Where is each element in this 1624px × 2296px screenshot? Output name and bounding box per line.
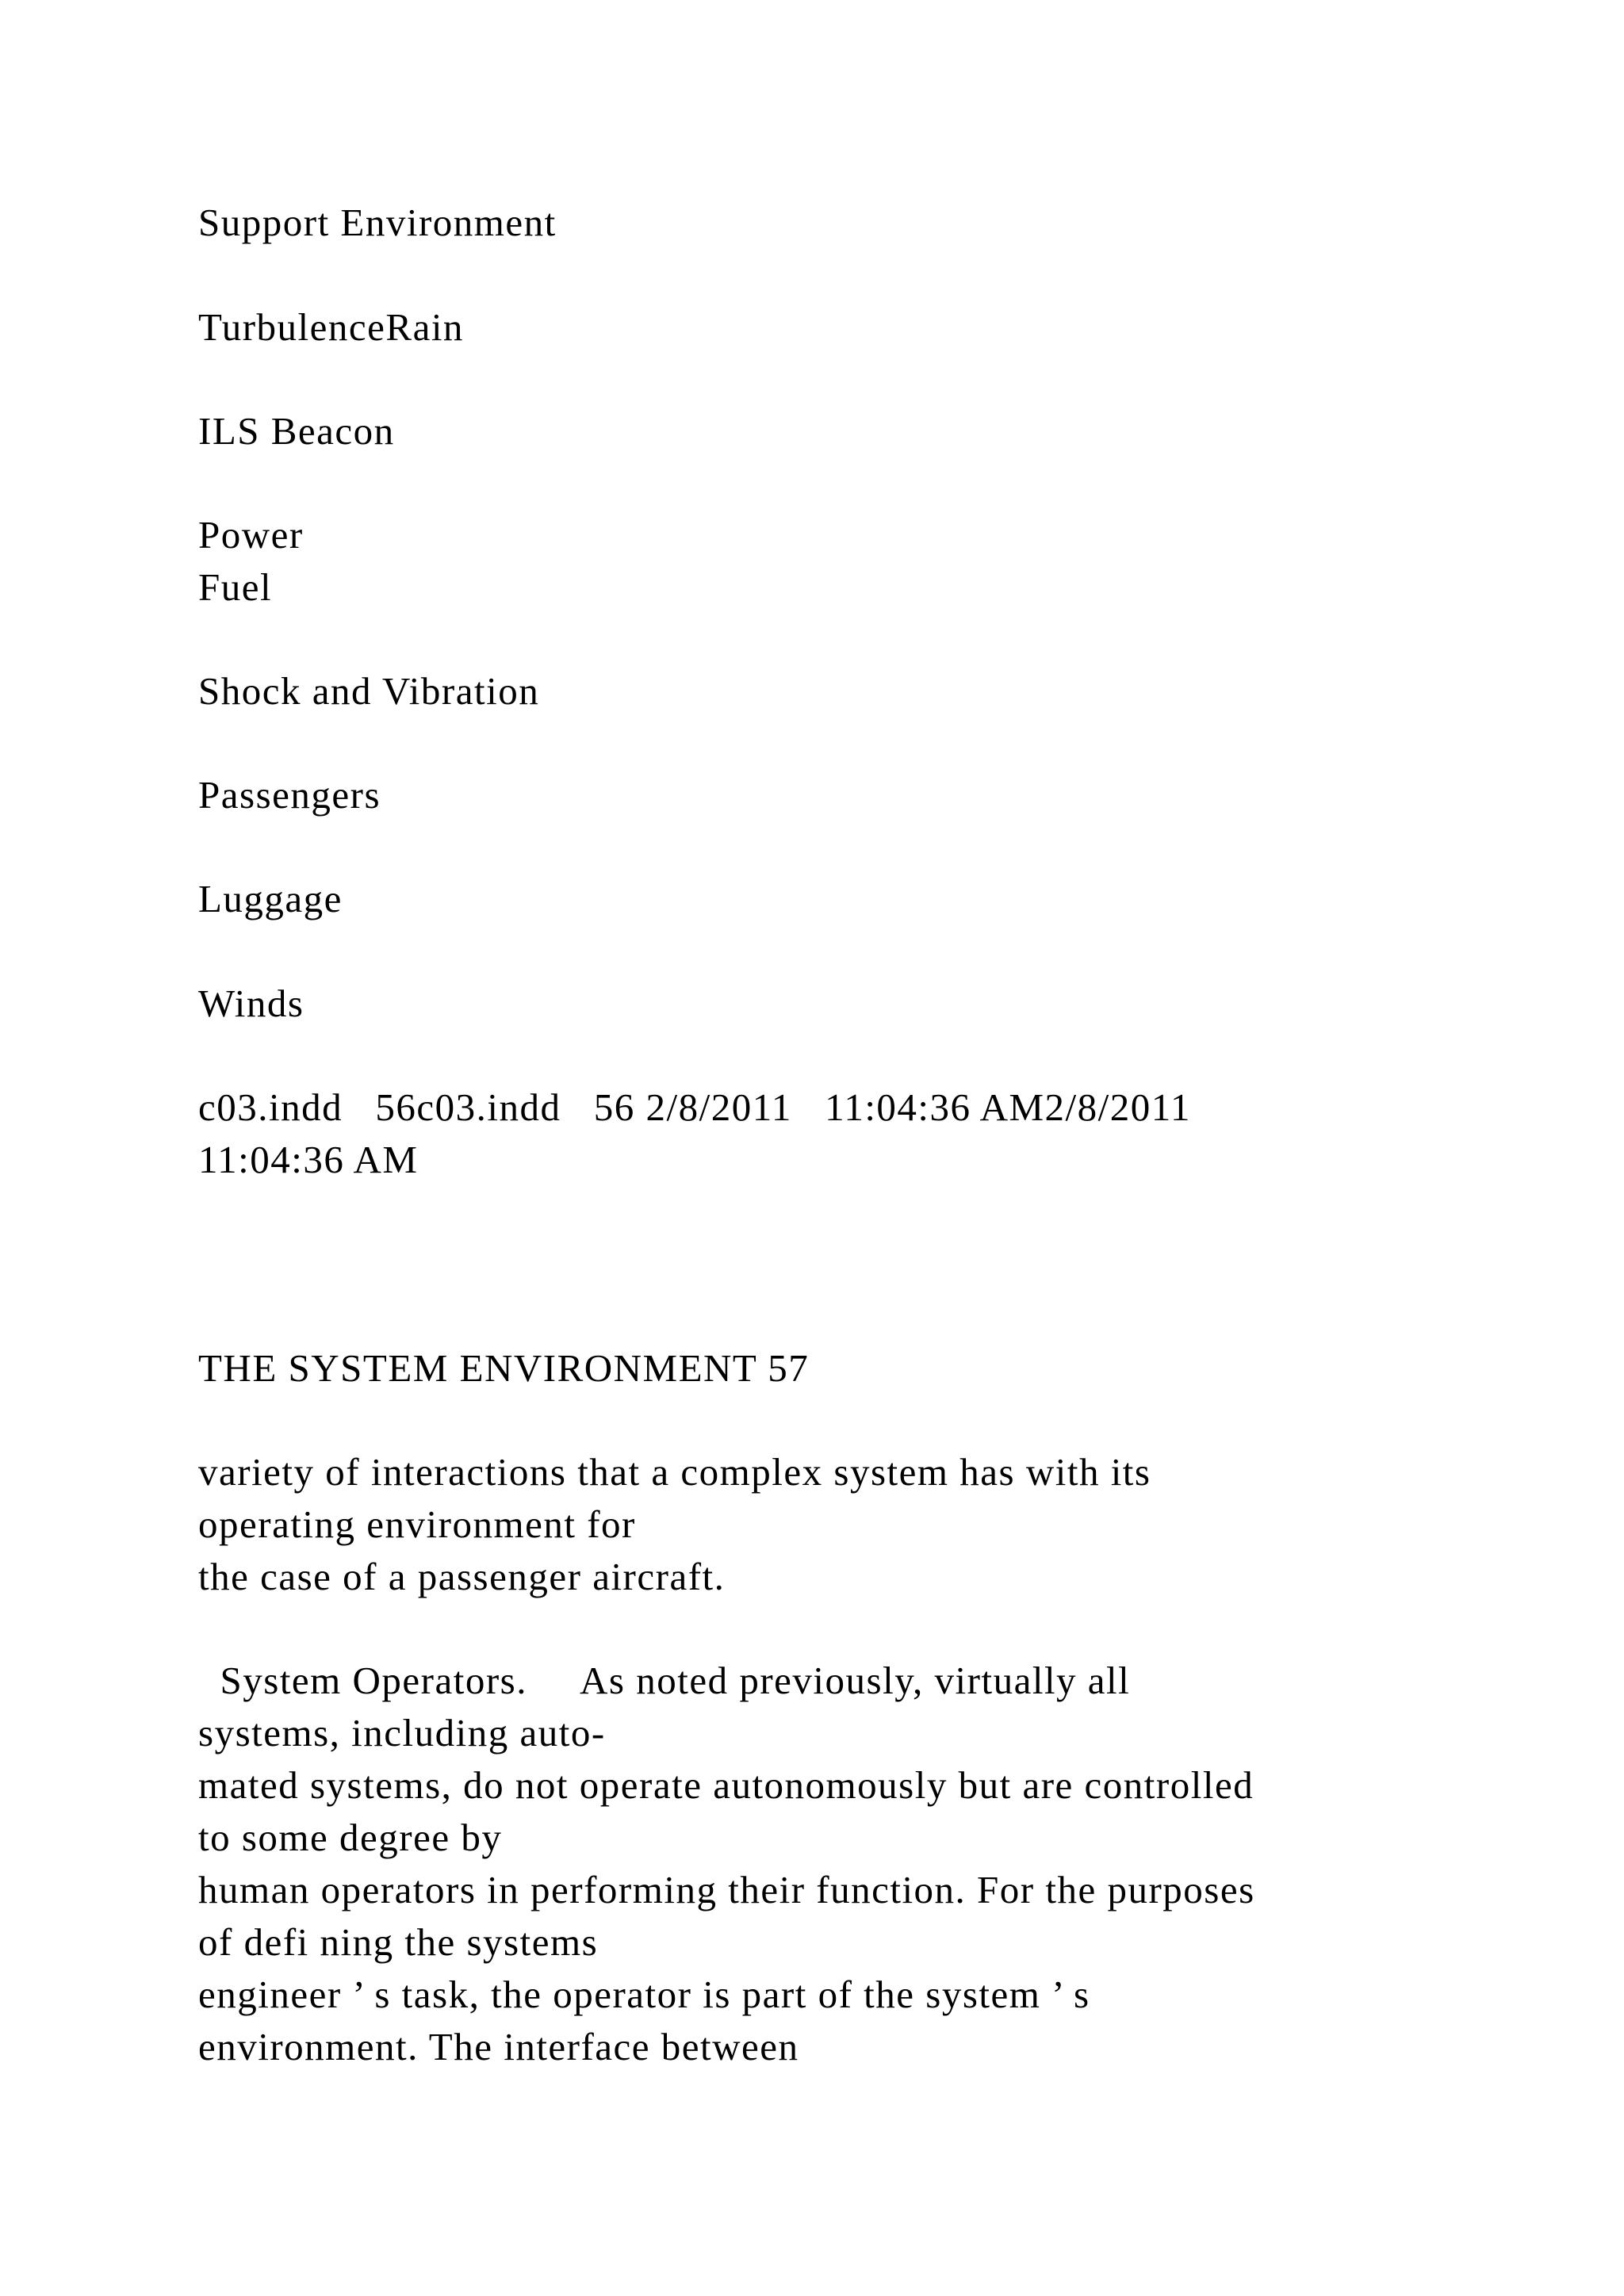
file-slug-line: 11:04:36 AM [198,1138,419,1181]
figure-label-power: Power [198,513,304,557]
figure-label-turbulence-rain: TurbulenceRain [198,305,464,349]
body-text-line: variety of interactions that a complex system has with its [198,1450,1151,1494]
running-header: THE SYSTEM ENVIRONMENT 57 [198,1346,810,1390]
body-text-line: systems, including auto- [198,1711,606,1755]
body-text-line: System Operators. As noted previously, virtually all [198,1659,1131,1702]
body-text-line: to some degree by [198,1816,503,1859]
body-text-line: engineer ’ s task, the operator is part of the system ’ s [198,1973,1090,2016]
figure-label-shock-vibration: Shock and Vibration [198,669,540,713]
file-slug-line: c03.indd 56c03.indd 56 2/8/2011 11:04:36 AM2/8/2011 [198,1085,1191,1129]
body-text-line: environment. The interface between [198,2025,799,2068]
figure-label-passengers: Passengers [198,773,381,817]
body-text-line: of defi ning the systems [198,1920,599,1964]
body-text-line: operating environment for [198,1502,636,1546]
figure-label-ils-beacon: ILS Beacon [198,409,395,453]
figure-label-support-environment: Support Environment [198,201,557,244]
figure-label-fuel: Fuel [198,565,273,609]
body-text-line: human operators in performing their function. For the purposes [198,1868,1255,1911]
body-text-line: the case of a passenger aircraft. [198,1555,726,1598]
figure-label-luggage: Luggage [198,877,343,920]
figure-label-winds: Winds [198,982,304,1025]
body-text-line: mated systems, do not operate autonomously but are controlled [198,1763,1254,1807]
